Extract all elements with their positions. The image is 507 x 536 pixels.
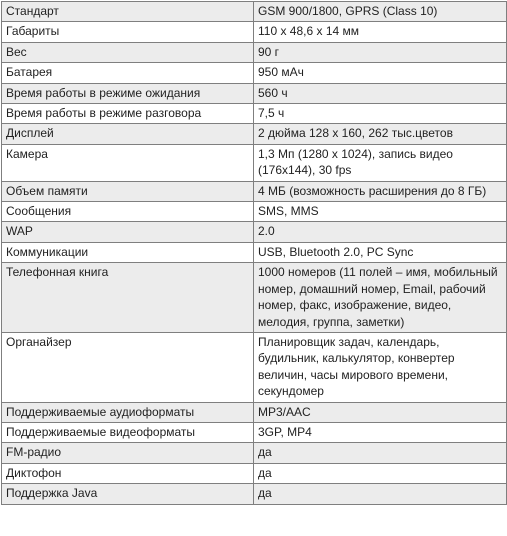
spec-value: 3GP, MP4	[254, 422, 507, 442]
table-row	[2, 181, 507, 201]
spec-value: 4 МБ (возможность расширения до 8 ГБ)	[254, 181, 507, 201]
spec-label: Объем памяти	[2, 181, 254, 201]
spec-value: 2.0	[254, 222, 507, 242]
spec-label: Время работы в режиме разговора	[2, 104, 254, 124]
spec-label: Стандарт	[2, 2, 254, 22]
spec-value: да	[254, 484, 507, 504]
spec-value: 2 дюйма 128 x 160, 262 тыс.цветов	[254, 124, 507, 144]
spec-value: да	[254, 443, 507, 463]
spec-label: Сообщения	[2, 202, 254, 222]
spec-value: 110 x 48,6 x 14 мм	[254, 22, 507, 42]
spec-label: Поддержка Java	[2, 484, 254, 504]
table-row	[2, 104, 507, 124]
table-row	[2, 222, 507, 242]
spec-value: 950 мАч	[254, 63, 507, 83]
spec-label: WAP	[2, 222, 254, 242]
spec-label: Телефонная книга	[2, 263, 254, 333]
spec-value: 1,3 Мп (1280 x 1024), запись видео (176x144), 30 fps	[254, 144, 507, 181]
table-row	[2, 422, 507, 442]
table-row	[2, 42, 507, 62]
table-row	[2, 402, 507, 422]
spec-label: Коммуникации	[2, 242, 254, 262]
table-row	[2, 484, 507, 504]
table-row	[2, 242, 507, 262]
table-row	[2, 63, 507, 83]
spec-value: MP3/AAC	[254, 402, 507, 422]
table-row	[2, 83, 507, 103]
table-row	[2, 263, 507, 333]
spec-label: Габариты	[2, 22, 254, 42]
spec-label: Время работы в режиме ожидания	[2, 83, 254, 103]
spec-label: Поддерживаемые видеоформаты	[2, 422, 254, 442]
table-row	[2, 202, 507, 222]
spec-value: GSM 900/1800, GPRS (Class 10)	[254, 2, 507, 22]
spec-label: FM-радио	[2, 443, 254, 463]
spec-label: Органайзер	[2, 332, 254, 402]
spec-label: Вес	[2, 42, 254, 62]
spec-value: 90 г	[254, 42, 507, 62]
table-row	[2, 443, 507, 463]
table-row	[2, 2, 507, 22]
table-row	[2, 144, 507, 181]
spec-value: USB, Bluetooth 2.0, PC Sync	[254, 242, 507, 262]
spec-label: Поддерживаемые аудиоформаты	[2, 402, 254, 422]
spec-value: 7,5 ч	[254, 104, 507, 124]
spec-value: да	[254, 463, 507, 483]
spec-label: Дисплей	[2, 124, 254, 144]
spec-table	[1, 1, 507, 505]
spec-value: Планировщик задач, календарь, будильник, калькулятор, конвертер величин, часы мирового времени, секундомер	[254, 332, 507, 402]
table-row	[2, 332, 507, 402]
spec-value: 1000 номеров (11 полей – имя, мобильный номер, домашний номер, Email, рабочий номер, факс, изображение, видео, мелодия, группа, заметки)	[254, 263, 507, 333]
spec-value: SMS, MMS	[254, 202, 507, 222]
spec-label: Камера	[2, 144, 254, 181]
spec-value: 560 ч	[254, 83, 507, 103]
spec-label: Диктофон	[2, 463, 254, 483]
table-row	[2, 124, 507, 144]
spec-label: Батарея	[2, 63, 254, 83]
table-row	[2, 22, 507, 42]
table-row	[2, 463, 507, 483]
